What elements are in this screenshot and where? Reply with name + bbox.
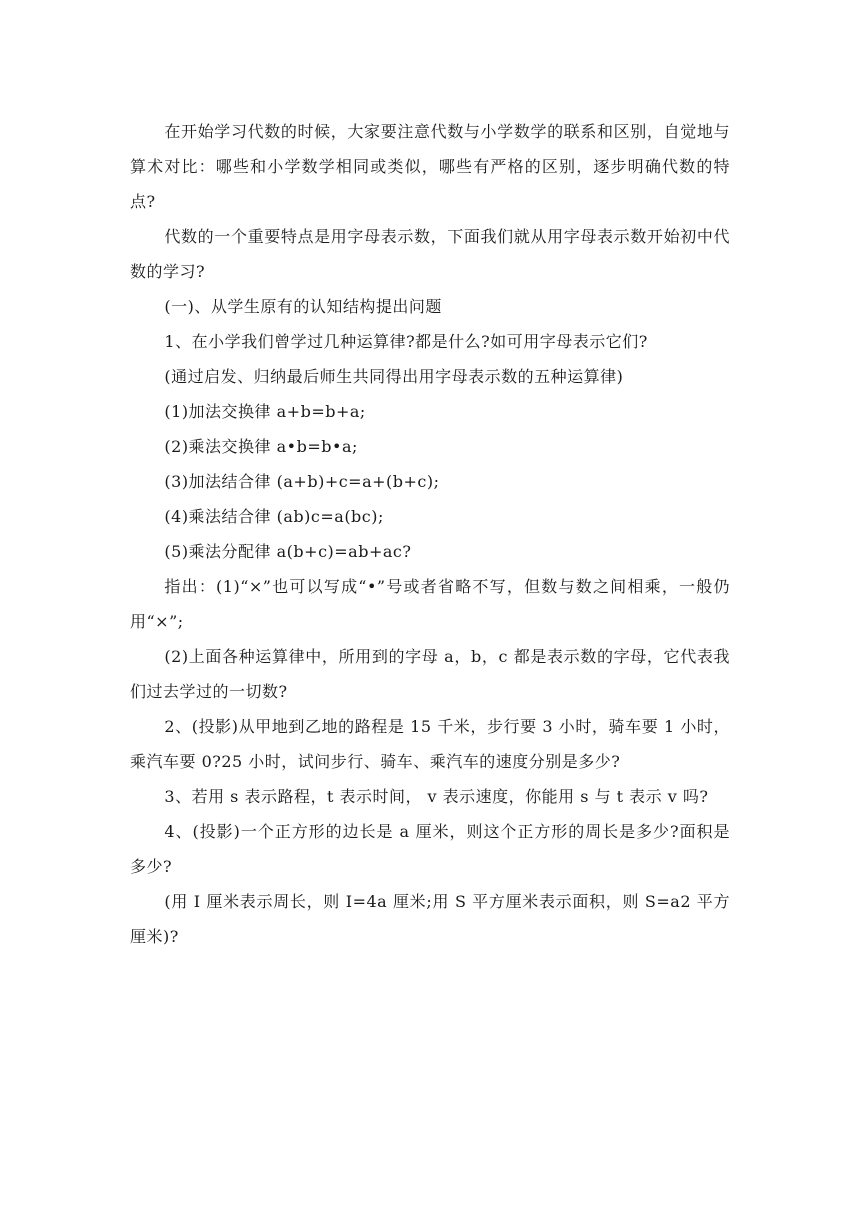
paragraph-algebra-feature: 代数的一个重要特点是用字母表示数，下面我们就从用字母表示数开始初中代数的学习? (130, 227, 730, 281)
section-heading-1: (一)、从学生原有的认知结构提出问题 (164, 297, 442, 316)
paragraph-intro: 在开始学习代数的时候，大家要注意代数与小学数学的联系和区别，自觉地与算术对比：哪些和小学数学相同或类似，哪些有严格的区别，逐步明确代数的特点? (130, 122, 730, 211)
question-4-square: 4、(投影)一个正方形的边长是 a 厘米，则这个正方形的周长是多少?面积是多少? (130, 822, 730, 876)
document-body (130, 114, 730, 954)
question-2-speed: 2、(投影)从甲地到乙地的路程是 15 千米，步行要 3 小时，骑车要 1 小时，乘汽车要 0?25 小时，试问步行、骑车、乘汽车的速度分别是多少? (130, 717, 730, 771)
law-addition-commutative: (1)加法交换律 a+b=b+a; (164, 402, 366, 421)
note-letters-represent-numbers: (2)上面各种运算律中，所用到的字母 a，b，c 都是表示数的字母，它代表我们过去学过的一切数? (130, 647, 730, 701)
question-1: 1、在小学我们曾学过几种运算律?都是什么?如可用字母表示它们? (164, 332, 648, 351)
law-multiplication-associative: (4)乘法结合律 (ab)c=a(bc); (164, 507, 384, 526)
note-multiplication-sign: 指出：(1)“×”也可以写成“•”号或者省略不写，但数与数之间相乘，一般仍用“×”; (130, 577, 730, 631)
law-multiplication-commutative: (2)乘法交换律 a•b=b•a; (164, 437, 358, 456)
law-addition-associative: (3)加法结合律 (a+b)+c=a+(b+c); (164, 472, 440, 491)
note-five-laws: (通过启发、归纳最后师生共同得出用字母表示数的五种运算律) (164, 367, 624, 386)
law-distributive: (5)乘法分配律 a(b+c)=ab+ac? (164, 542, 412, 561)
answer-4-square: (用 I 厘米表示周长，则 I=4a 厘米;用 S 平方厘米表示面积，则 S=a2 平方厘米)? (130, 892, 730, 946)
question-3-formula: 3、若用 s 表示路程，t 表示时间， v 表示速度，你能用 s 与 t 表示 v 吗? (164, 787, 709, 806)
